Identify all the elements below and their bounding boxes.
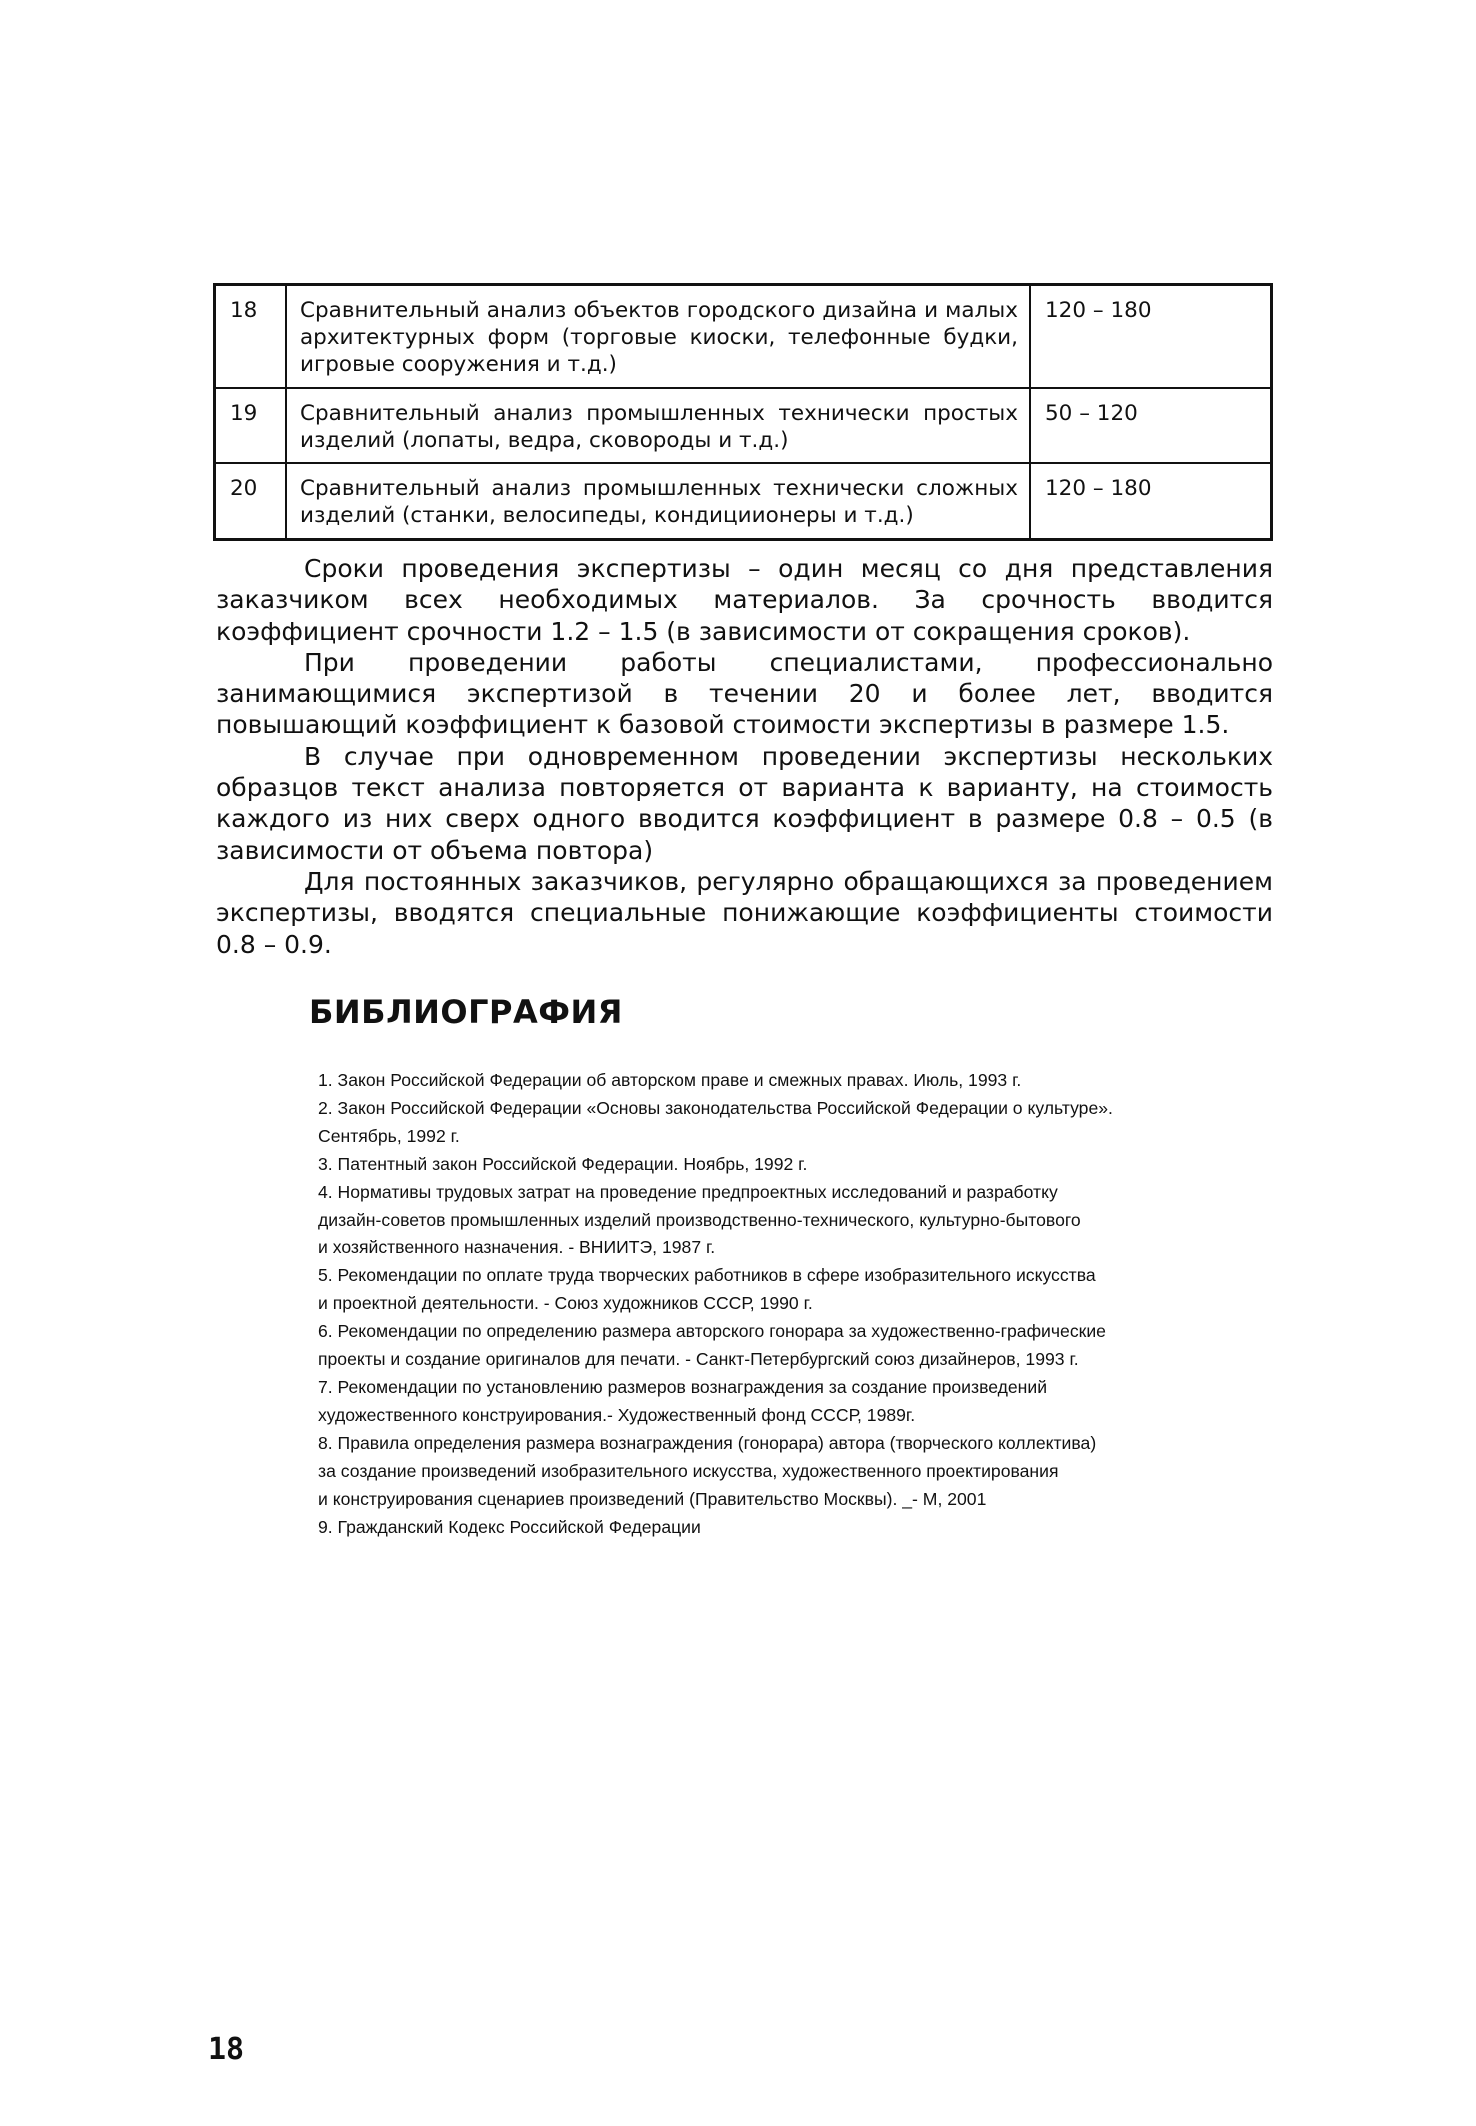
paragraph-regular-clients: Для постоянных заказчиков, регулярно обращающихся за проведением экспертизы, вводятся специальные понижающие коэффициенты стоимости 0.8 – 0.9. <box>216 866 1273 959</box>
bibliography-line: 4. Нормативы трудовых затрат на проведение предпроектных исследований и разработку <box>318 1181 1058 1202</box>
bibliography-line: Сентябрь, 1992 г. <box>318 1125 460 1146</box>
table-row <box>215 285 1272 388</box>
paragraph-multiple-samples: В случае при одновременном проведении экспертизы нескольких образцов текст анализа повторяется от варианта к варианту, на стоимость каждого из них сверх одного вводится коэффициент в размере 0.8 – 0.5 (в зависимости от объема повтора) <box>216 741 1273 865</box>
bibliography-line: 1. Закон Российской Федерации об авторском праве и смежных правах. Июль, 1993 г. <box>318 1070 1022 1090</box>
table-row <box>215 463 1272 539</box>
row-description: Сравнительный анализ объектов городского дизайна и малых архитектурных форм (торговые киоски, телефонные будки, игровые сооружения и т.д.) <box>286 285 1030 388</box>
row-price-range: 120 – 180 <box>1030 463 1272 539</box>
bibliography-line: за создание произведений изобразительного искусства, художественного проектирования <box>318 1460 1059 1481</box>
bibliography-line: проекты и создание оригиналов для печати. - Санкт-Петербургский союз дизайнеров, 1993 г. <box>318 1349 1079 1370</box>
bibliography-entry <box>318 1430 1218 1514</box>
bibliography-entry <box>318 1095 1218 1151</box>
row-price-range: 120 – 180 <box>1030 285 1272 388</box>
bibliography-line: 3. Патентный закон Российской Федерации. Ноябрь, 1992 г. <box>318 1153 808 1174</box>
bibliography-entry <box>318 1262 1218 1318</box>
bibliography-list <box>318 1067 1218 1541</box>
pricing-table <box>213 283 1273 541</box>
bibliography-line: 9. Гражданский Кодекс Российской Федерации <box>318 1516 701 1537</box>
bibliography-line: 7. Рекомендации по установлению размеров вознаграждения за создание произведений <box>318 1376 1048 1397</box>
bibliography-line: художественного конструирования.- Художественный фонд СССР, 1989г. <box>318 1404 916 1425</box>
bibliography-line: и хозяйственного назначения. - ВНИИТЭ, 1987 г. <box>318 1237 716 1258</box>
bibliography-line: дизайн-советов промышленных изделий производственно-технического, культурно-бытового <box>318 1209 1081 1230</box>
bibliography-entry <box>318 1151 1218 1179</box>
paragraph-specialists: При проведении работы специалистами, профессионально занимающимися экспертизой в течении 20 и более лет, вводится повышающий коэффициент к базовой стоимости экспертизы в размере 1.5. <box>216 647 1273 740</box>
bibliography-entry <box>318 1067 1218 1095</box>
row-number: 20 <box>215 463 287 539</box>
row-price-range: 50 – 120 <box>1030 388 1272 464</box>
bibliography-line: 8. Правила определения размера вознаграждения (гонорара) автора (творческого коллектива) <box>318 1432 1097 1453</box>
bibliography-line: 6. Рекомендации по определению размера авторского гонорара за художественно-графические <box>318 1321 1106 1342</box>
bibliography-line: 5. Рекомендации по оплате труда творческих работников в сфере изобразительного искусства <box>318 1265 1096 1286</box>
bibliography-entry <box>318 1318 1218 1374</box>
row-number: 19 <box>215 388 287 464</box>
page-number: 18 <box>208 2032 245 2067</box>
paragraph-deadlines: Сроки проведения экспертизы – один месяц со дня представления заказчиком всех необходимых материалов. За срочность вводится коэффициент срочности 1.2 – 1.5 (в зависимости от сокращения сроков). <box>216 554 1273 646</box>
bibliography-line: и проектной деятельности. - Союз художников СССР, 1990 г. <box>318 1293 813 1314</box>
row-description: Сравнительный анализ промышленных технически сложных изделий (станки, велосипеды, кондициионеры и т.д.) <box>286 463 1030 539</box>
bibliography-title: БИБЛИОГРАФИЯ <box>309 993 623 1031</box>
bibliography-line: 2. Закон Российской Федерации «Основы законодательства Российской Федерации о культуре». <box>318 1097 1113 1118</box>
bibliography-entry <box>318 1514 1218 1542</box>
row-number: 18 <box>215 285 287 388</box>
body-text <box>216 553 1273 960</box>
bibliography-entry <box>318 1374 1218 1430</box>
table-row <box>215 388 1272 464</box>
row-description: Сравнительный анализ промышленных технически простых изделий (лопаты, ведра, сковороды и т.д.) <box>286 388 1030 464</box>
bibliography-line: и конструирования сценариев произведений (Правительство Москвы). _- М, 2001 <box>318 1488 987 1509</box>
bibliography-entry <box>318 1179 1218 1263</box>
